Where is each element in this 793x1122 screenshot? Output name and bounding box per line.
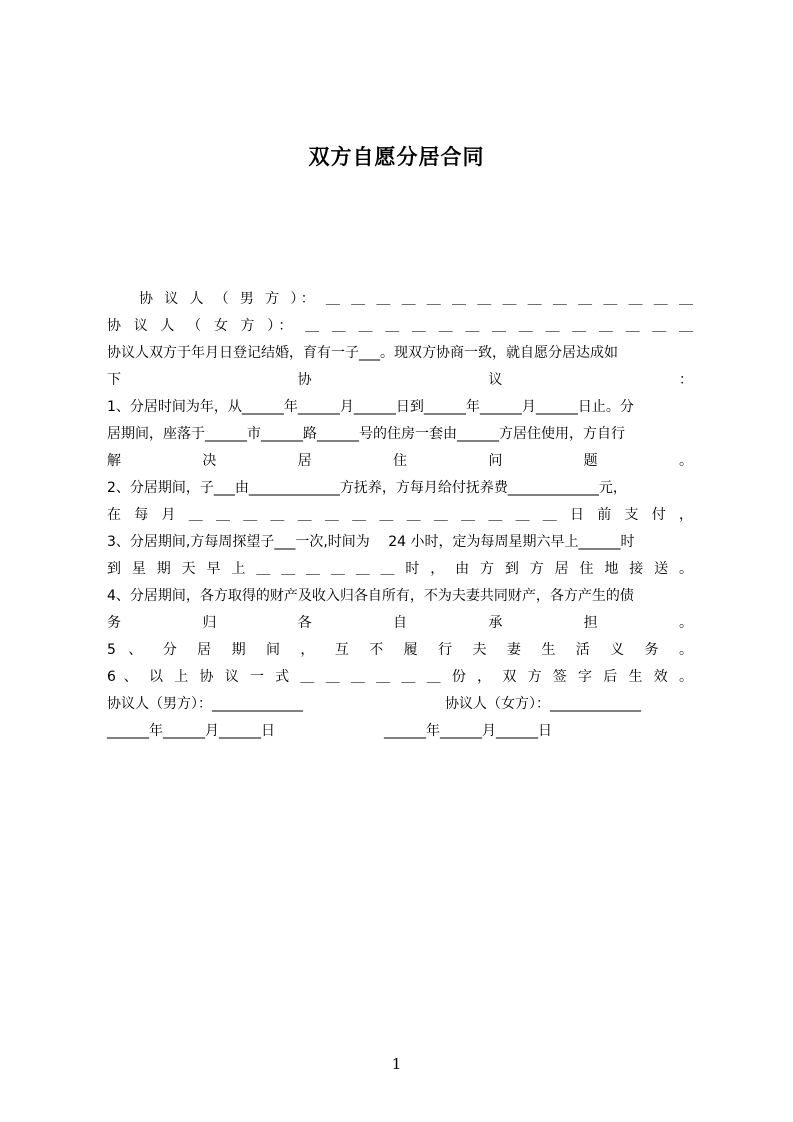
male-signature-label: 协议人（男方）：_____________ (107, 696, 303, 712)
clause-1-line-3: 解 决 居 住 问 题 。 (107, 453, 693, 469)
clause-6-line: 6 、 以 上 协 议 一 式 ＿ ＿ ＿ ＿ ＿ ＿ 份 ， 双 方 签 字 后 生 效 。 (107, 669, 693, 685)
clause-3-line-2: 到 星 期 天 早 上 ＿ ＿ ＿ ＿ ＿ ＿ 时 ， 由 方 到 方 居 住 地 接 送 。 (107, 561, 693, 577)
preamble-line-1: 协议人双方于年月日登记结婚，育有一子___。现双方协商一致，就自愿分居达成如 (107, 345, 618, 361)
clause-2-line-1: 2、分居期间，子___由_____________方抚养，方每月给付抚养费_____________元， (107, 480, 627, 496)
party-male-line: 协 议 人 （ 男 方 ）： ＿ ＿ ＿ ＿ ＿ ＿ ＿ ＿ ＿ ＿ ＿ ＿ ＿ ＿ ＿ (139, 291, 693, 307)
page-number: 1 (391, 1055, 402, 1073)
preamble-line-2: 下 协 议 ： (107, 372, 693, 388)
clause-5-line: 5 、 分 居 期 间 ， 互 不 履 行 夫 妻 生 活 义 务 。 (107, 642, 693, 658)
male-signature-date: ______年______月______日 (107, 723, 275, 739)
clause-2-line-2: 在 每 月 ＿ ＿ ＿ ＿ ＿ ＿ ＿ ＿ ＿ ＿ ＿ ＿ ＿ ＿ 日 前 支 付 ， (107, 507, 693, 523)
document-title: 双方自愿分居合同 (308, 145, 485, 169)
party-female-line: 协 议 人 （ 女 方 ）： ＿ ＿ ＿ ＿ ＿ ＿ ＿ ＿ ＿ ＿ ＿ ＿ ＿ ＿ ＿ (107, 318, 693, 334)
clause-4-line-2: 务 归 各 自 承 担 。 (107, 615, 693, 631)
female-signature-date: ______年______月______日 (384, 723, 552, 739)
clause-3-line-1: 3、分居期间,方每周探望子___一次,时间为 24 小时，定为每周星期六早上______时 (107, 534, 635, 550)
female-signature-label: 协议人（女方）：_____________ (445, 696, 641, 712)
contract-body (107, 286, 693, 691)
clause-1-line-2: 居期间，座落于______市______路______号的住房一套由______方居住使用，方自行 (107, 426, 625, 442)
clause-4-line-1: 4、分居期间，各方取得的财产及收入归各自所有，不为夫妻共同财产，各方产生的债 (107, 588, 634, 604)
clause-1-line-1: 1、分居时间为年，从______年______月______日到______年______月______日止。分 (107, 399, 634, 415)
